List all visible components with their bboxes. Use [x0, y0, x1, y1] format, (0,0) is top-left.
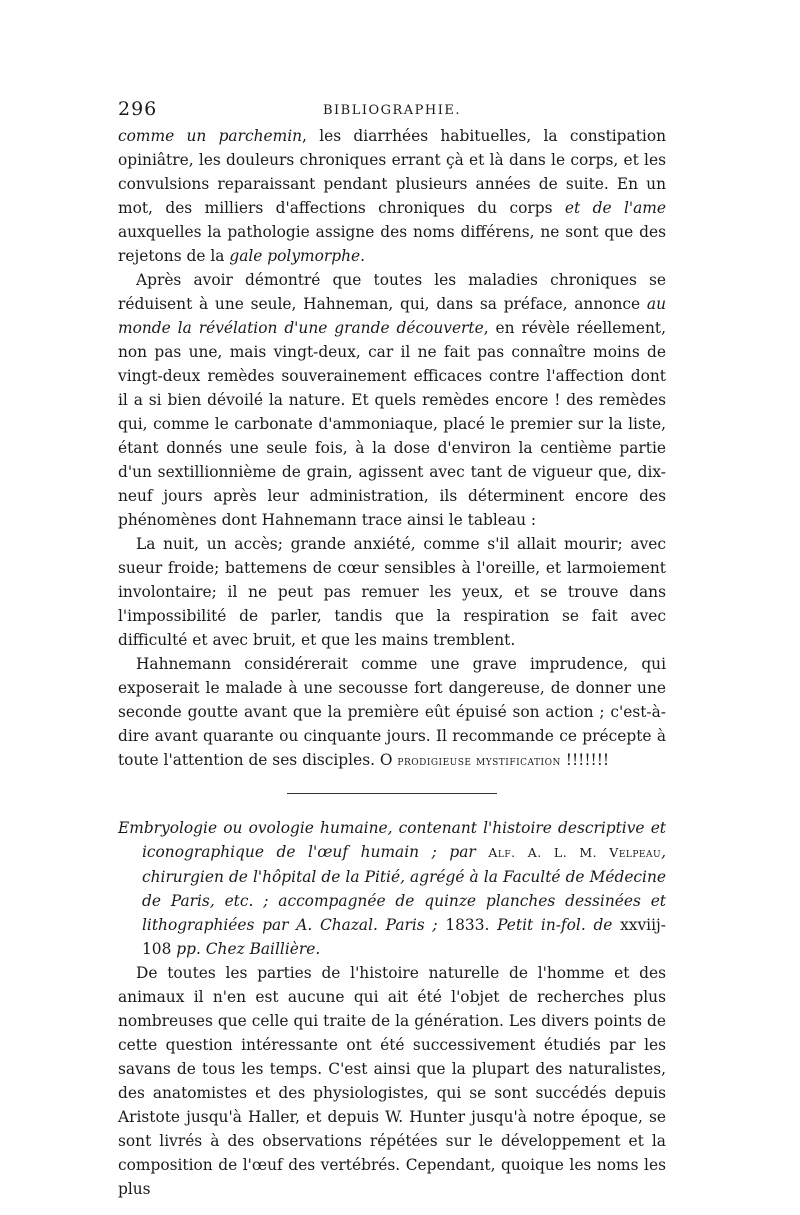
review-paragraph-1 — [118, 961, 666, 1201]
text-run: pp. Chez Baillière. — [171, 940, 321, 958]
text-run: auxquelles la pathologie assigne des noms différens, ne sont que des rejetons de la — [118, 223, 666, 265]
text-run: Après avoir démontré que toutes les maladies chroniques se réduisent à une seule, Hahneman, qui, dans sa préface, annonce — [118, 271, 666, 313]
text-run: Embryologie ou ovologie humaine, contenant l'histoire descriptive et iconographique de l'œuf humain ; par — [118, 819, 666, 861]
review-section — [118, 816, 666, 1201]
paragraph-2 — [118, 268, 666, 532]
text-run: et de l'ame — [564, 199, 666, 217]
text-run: xxviij-108 — [142, 916, 666, 958]
text-run: De toutes les parties de l'histoire naturelle de l'homme et des animaux il n'en est aucune qui ait été l'objet de recherches plus nombreuses que celle qui traite de la génération. Les divers points de cette question intéressante ont été successivement étudiés par les savans de tous les temps. C'est ainsi que la plupart des naturalistes, des anatomistes et des physiologistes, qui se sont succédés depuis Aristote jusqu'à Haller, et depuis W. Hunter jusqu'à notre époque, se sont livrés à des observations répétées sur le développement et la composition de l'œuf des vertébrés. Cependant, quoique les noms les plus — [118, 964, 666, 1198]
text-run: , — [661, 843, 666, 861]
article-body — [118, 124, 666, 773]
review-book-title — [118, 816, 666, 961]
text-run: chirurgien de l'hôpital de la Pitié, agrégé à la Faculté de Médecine de Paris, etc. ; accompagnée de quinze planches dessinées et lithographiées par A. Chazal. Paris ; — [142, 868, 666, 934]
paragraph-3 — [118, 532, 666, 652]
text-run: !!!!!!! — [560, 751, 610, 769]
section-divider — [287, 793, 497, 794]
text-run: Petit in-fol. — [497, 916, 594, 934]
text-run: La nuit, un accès; grande anxiété, comme s'il allait mourir; avec sueur froide; battemens de cœur sensibles à l'oreille, et larmoiement involontaire; il ne peut pas remuer les yeux, et se trouve dans l'impossibilité de parler, tandis que la respiration se fait avec difficulté et avec bruit, et que les mains tremblent. — [118, 535, 666, 649]
text-run: Alf. A. L. M. Velpeau — [488, 845, 662, 860]
running-title: BIBLIOGRAPHIE. — [322, 103, 462, 118]
text-run: , les diarrhées habituelles, la constipation opiniâtre, les douleurs chroniques errant çà et là dans le corps, et les convulsions reparaissant pendant plusieurs années de suite. En un mot, des milliers d'affections chroniques du corps — [118, 127, 666, 217]
text-run: Hahnemann considérerait comme une grave imprudence, qui exposerait le malade à une secousse fort dangereuse, de donner une seconde goutte avant que la première eût épuisé son action ; c'est-à-dire avant quarante ou cinquante jours. Il recommande ce précepte à toute l'attention de ses disciples. O — [118, 655, 666, 769]
text-run: 1833. — [445, 916, 498, 934]
text-run: au monde la révélation d'une grande découverte — [118, 295, 666, 337]
book-page — [118, 98, 666, 1201]
paragraph-1 — [118, 124, 666, 268]
text-run: , en révèle réellement, non pas une, mais vingt-deux, car il ne fait pas connaître moins de vingt-deux remèdes souverainement efficaces contre l'affection dont il a si bien dévoilé la nature. Et quels remèdes encore ! des remèdes qui, comme le carbonate d'ammoniaque, placé le premier sur la liste, étant donnés une seule fois, à la dose d'environ la centième partie d'un sextillionnième de grain, agissent avec tant de vigueur que, dix-neuf jours après leur administration, ils déterminent encore des phénomènes dont Hahnemann trace ainsi le tableau : — [118, 319, 666, 529]
page-header — [118, 98, 666, 124]
text-run: comme un parchemin — [118, 127, 303, 145]
text-run: gale polymorphe. — [229, 247, 366, 265]
text-run: de — [593, 916, 621, 934]
paragraph-4 — [118, 652, 666, 773]
page-number: 296 — [118, 98, 158, 120]
text-run: prodigieuse mystification — [397, 753, 561, 768]
